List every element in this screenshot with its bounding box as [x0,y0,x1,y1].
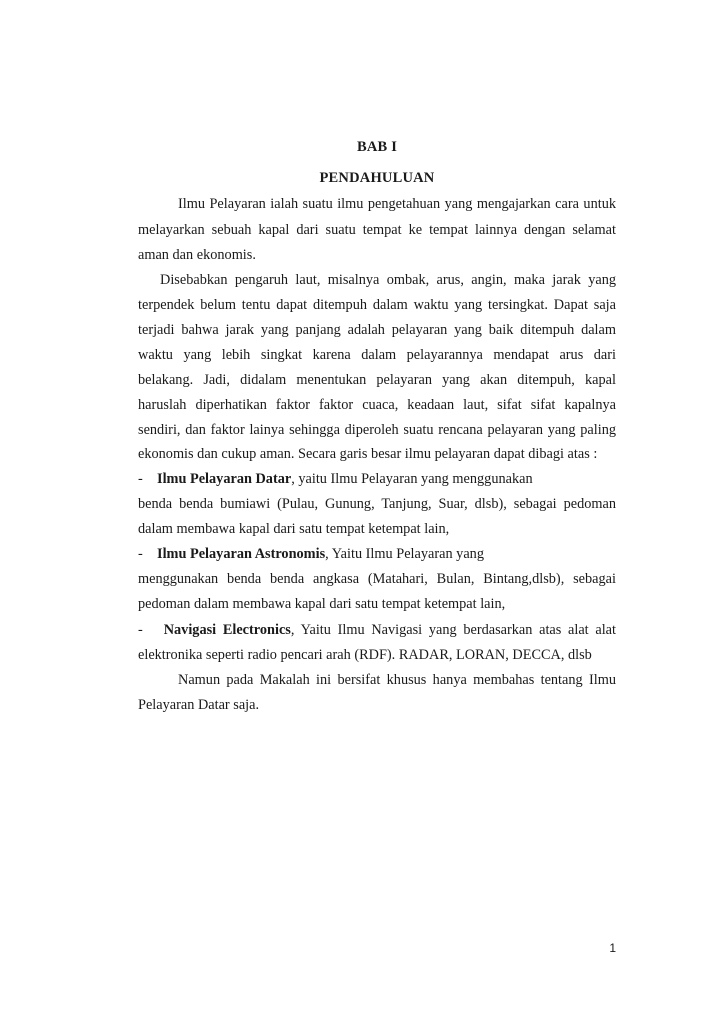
list-item-term: Ilmu Pelayaran Astronomis [157,546,326,562]
page-number: 1 [609,941,616,955]
paragraph-line: Namun pada Makalah ini bersifat khusus hanya membahas tentang Ilmu [178,672,616,688]
list-item-continuation: dalam membawa kapal dari satu tempat ketempat lain, [138,521,450,537]
list-item-text: , Yaitu Ilmu Pelayaran yang [325,546,484,562]
list-item-first-line [138,620,616,640]
list-item-continuation: benda benda bumiawi (Pulau, Gunung, Tanjung, Suar, dlsb), sebagai pedoman [138,496,616,512]
paragraph-line: waktu yang lebih singkat karena dalam pelayarannya mendapat arus dari [138,347,616,363]
list-item-first-line [138,544,616,564]
list-dash: - [138,622,143,638]
chapter-label: BAB I [356,139,398,155]
chapter-title: PENDAHULUAN [319,170,435,186]
paragraph-line: ekonomis dan cukup aman. Secara garis besar ilmu pelayaran dapat dibagi atas : [138,446,598,462]
list-item-first-line [138,469,616,489]
list-dash: - [138,471,143,487]
paragraph-line: aman dan ekonomis. [138,247,256,263]
list-item-continuation: menggunakan benda benda angkasa (Matahari, Bulan, Bintang,dlsb), sebagai [138,571,616,587]
list-item-continuation: pedoman dalam membawa kapal dari satu tempat ketempat lain, [138,596,506,612]
paragraph-line: sendiri, dan faktor lainya sehingga diperoleh suatu rencana pelayaran yang paling [138,422,616,438]
paragraph-line: Disebabkan pengaruh laut, misalnya ombak, arus, angin, maka jarak yang [160,272,616,288]
paragraph-line: Ilmu Pelayaran ialah suatu ilmu pengetahuan yang mengajarkan cara untuk [178,196,616,212]
paragraph-line: belakang. Jadi, didalam menentukan pelayaran yang akan ditempuh, kapal [138,372,616,388]
list-item-term: Navigasi Electronics [163,622,291,638]
list-item-text: , yaitu Ilmu Pelayaran yang menggunakan [291,471,533,487]
paragraph-line: Pelayaran Datar saja. [138,697,260,713]
list-item-term: Ilmu Pelayaran Datar [157,471,292,487]
list-item-continuation: elektronika seperti radio pencari arah (RDF). RADAR, LORAN, DECCA, dlsb [138,647,592,663]
list-item-text: , Yaitu Ilmu Navigasi yang berdasarkan atas alat alat [290,622,616,638]
list-dash: - [138,546,143,562]
paragraph-line: haruslah diperhatikan faktor faktor cuaca, keadaan laut, sifat sifat kapalnya [138,397,616,413]
paragraph-line: melayarkan sebuah kapal dari suatu tempat ke tempat lainnya dengan selamat [138,222,616,238]
paragraph-line: terjadi bahwa jarak yang panjang adalah pelayaran yang baik ditempuh dalam [138,322,616,338]
paragraph-line: terpendek belum tentu dapat ditempuh dalam waktu yang tersingkat. Dapat saja [138,297,616,313]
